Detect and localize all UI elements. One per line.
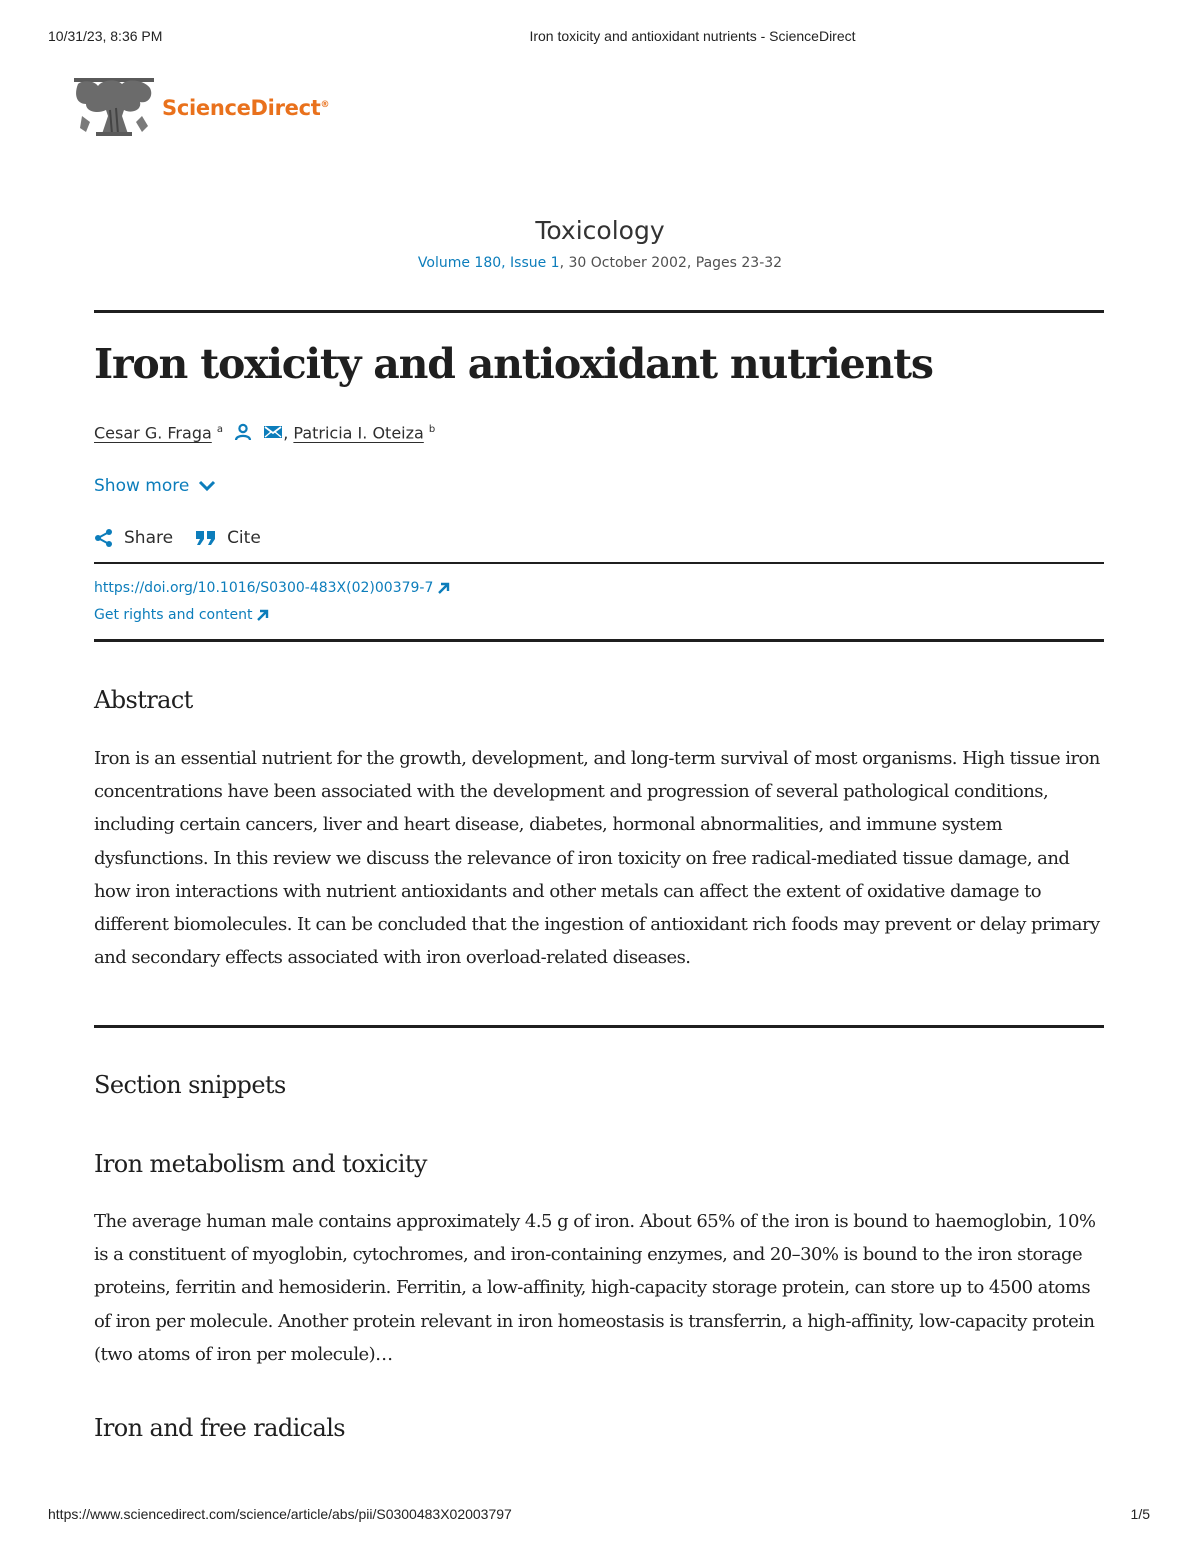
issue-details: , 30 October 2002, Pages 23-32 bbox=[559, 255, 783, 271]
get-rights-label: Get rights and content bbox=[94, 607, 253, 623]
sciencedirect-logo-text[interactable]: ScienceDirect® bbox=[162, 96, 330, 120]
divider bbox=[94, 310, 1104, 313]
chevron-down-icon bbox=[197, 479, 217, 493]
divider bbox=[94, 1025, 1104, 1028]
print-date: 10/31/23, 8:36 PM bbox=[48, 28, 163, 44]
snippet-title[interactable]: Iron metabolism and toxicity bbox=[94, 1150, 427, 1178]
section-snippets-heading: Section snippets bbox=[94, 1071, 286, 1099]
external-link-arrow-icon bbox=[437, 581, 451, 595]
print-page-title: Iron toxicity and antioxidant nutrients - ScienceDirect bbox=[529, 28, 856, 44]
author-separator: , bbox=[283, 423, 289, 443]
abstract-text: Iron is an essential nutrient for the growth, development, and long-term survival of most organisms. High tissue iron concentrations have been associated with the development and progression of several pathological conditions, including certain cancers, liver and heart disease, diabetes, hormonal abnormalities, and immune system dysfunctions. In this review we discuss the relevance of iron toxicity on free radical-mediated tissue damage, and how iron interactions with nutrient antioxidants and other metals can affect the extent of oxidative damage to different biomolecules. It can be concluded that the ingestion of antioxidant rich foods may prevent or delay primary and secondary effects associated with iron overload-related diseases. bbox=[94, 748, 1100, 969]
person-icon[interactable] bbox=[234, 423, 252, 445]
share-icon bbox=[94, 528, 114, 548]
quote-icon bbox=[195, 529, 217, 547]
article-actions bbox=[94, 528, 283, 548]
author-name-1[interactable]: Cesar G. Fraga bbox=[94, 423, 212, 443]
doi-text: https://doi.org/10.1016/S0300-483X(02)00379-7 bbox=[94, 580, 434, 596]
snippet-text: The average human male contains approximately 4.5 g of iron. About 65% of the iron is bound to haemoglobin, 10% is a constituent of myoglobin, cytochromes, and iron-containing enzymes, and 20–30% is bound to the iron storage proteins, ferritin and hemosiderin. Ferritin, a low-affinity, high-capacity storage protein, can store up to 4500 atoms of iron per molecule. Another protein relevant in iron homeostasis is transferrin, a high-affinity, low-capacity protein (two atoms of iron per molecule)… bbox=[94, 1211, 1096, 1365]
doi-link[interactable] bbox=[94, 580, 451, 596]
cite-label: Cite bbox=[227, 528, 261, 548]
share-label: Share bbox=[124, 528, 174, 548]
elsevier-tree-icon bbox=[72, 76, 156, 140]
author-name-2[interactable]: Patricia I. Oteiza bbox=[293, 423, 424, 443]
abstract-heading: Abstract bbox=[94, 686, 193, 714]
author-list bbox=[94, 423, 435, 445]
external-link-arrow-icon bbox=[256, 608, 270, 622]
issue-info bbox=[0, 255, 1200, 271]
get-rights-link[interactable] bbox=[94, 607, 270, 623]
author-affiliation-1[interactable]: a bbox=[216, 424, 224, 436]
show-more-button[interactable] bbox=[94, 476, 217, 496]
divider bbox=[94, 639, 1104, 642]
volume-issue-link[interactable]: Volume 180, Issue 1 bbox=[417, 255, 560, 271]
author-affiliation-2[interactable]: b bbox=[428, 424, 436, 436]
divider bbox=[94, 562, 1104, 564]
email-icon[interactable] bbox=[263, 424, 283, 444]
print-url: https://www.sciencedirect.com/science/article/abs/pii/S0300483X02003797 bbox=[48, 1506, 512, 1522]
print-page-number: 1/5 bbox=[1130, 1506, 1150, 1522]
snippet-title[interactable]: Iron and free radicals bbox=[94, 1414, 345, 1442]
share-button[interactable] bbox=[94, 528, 173, 548]
cite-button[interactable] bbox=[195, 528, 261, 548]
journal-name[interactable]: Toxicology bbox=[535, 216, 665, 245]
show-more-label: Show more bbox=[94, 476, 190, 496]
article-title: Iron toxicity and antioxidant nutrients bbox=[94, 340, 933, 388]
